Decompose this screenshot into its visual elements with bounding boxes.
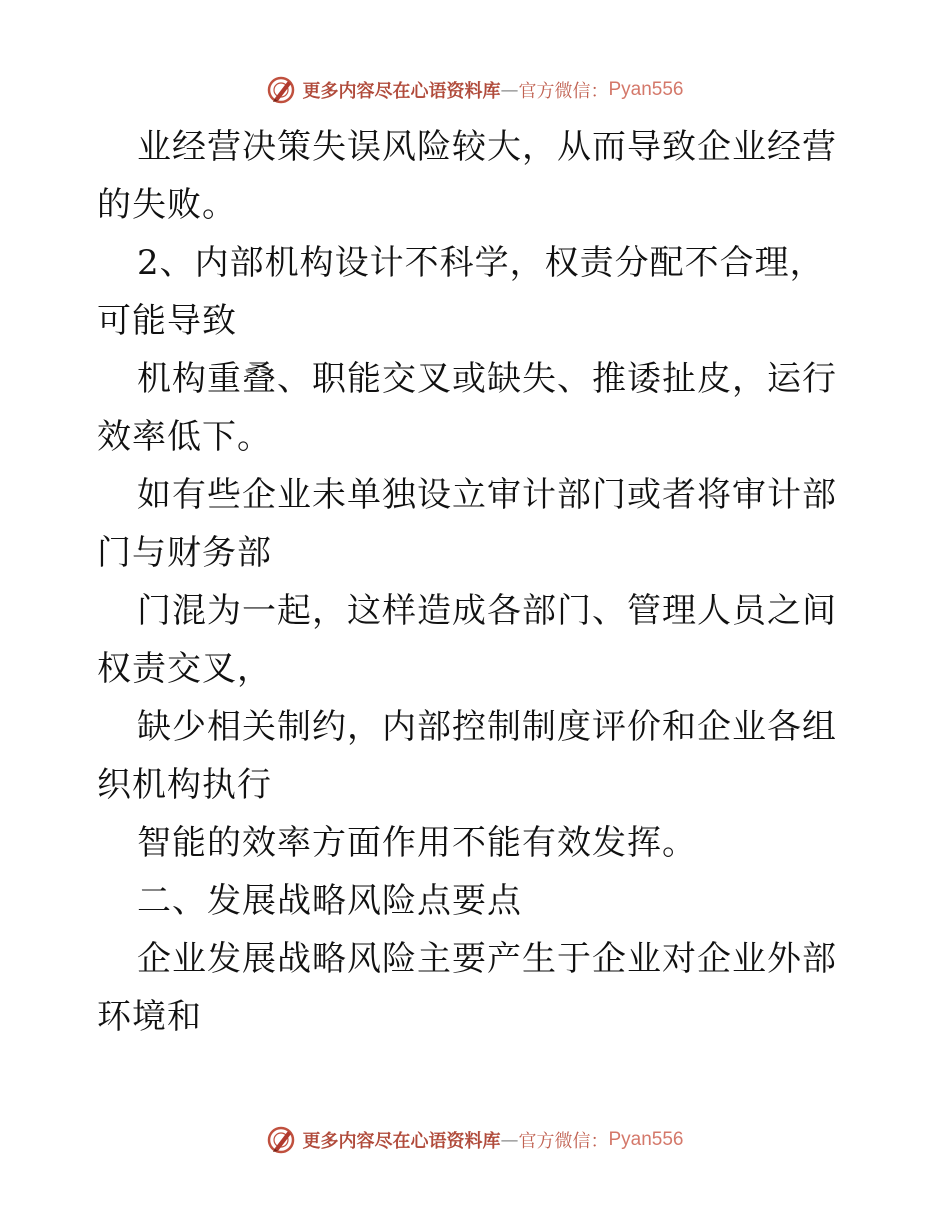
document-body [97,118,857,1046]
paragraph: 智能的效率方面作用不能有效发挥。 [137,823,697,863]
section-heading: 二、发展战略风险点要点 [137,881,522,921]
footer-banner [0,1122,950,1158]
library-text: 更多内容尽在心语资料库 [302,81,501,102]
paragraph: 如有些企业未单独设立审计部门或者将审计部门与财务部 [97,475,837,573]
pen-nib-logo-icon [266,75,296,105]
paragraph: 机构重叠、职能交叉或缺失、推诿扯皮，运行效率低下。 [97,359,837,457]
separator-dash: — [500,1129,519,1151]
paragraph: 2、内部机构设计不科学，权责分配不合理，可能导致 [97,243,825,341]
wechat-label: 官方微信： [518,1131,609,1152]
wechat-label: 官方微信： [518,81,609,102]
paragraph: 业经营决策失误风险较大，从而导致企业经营的失败。 [97,127,837,225]
header-banner [0,72,950,108]
wechat-id: Pyan556 [608,79,684,100]
paragraph: 门混为一起，这样造成各部门、管理人员之间权责交叉， [97,591,837,689]
library-text: 更多内容尽在心语资料库 [302,1131,501,1152]
wechat-id: Pyan556 [608,1129,684,1150]
paragraph: 企业发展战略风险主要产生于企业对企业外部环境和 [97,939,837,1037]
separator-dash: — [500,79,519,101]
pen-nib-logo-icon [266,1125,296,1155]
paragraph: 缺少相关制约，内部控制制度评价和企业各组织机构执行 [97,707,837,805]
